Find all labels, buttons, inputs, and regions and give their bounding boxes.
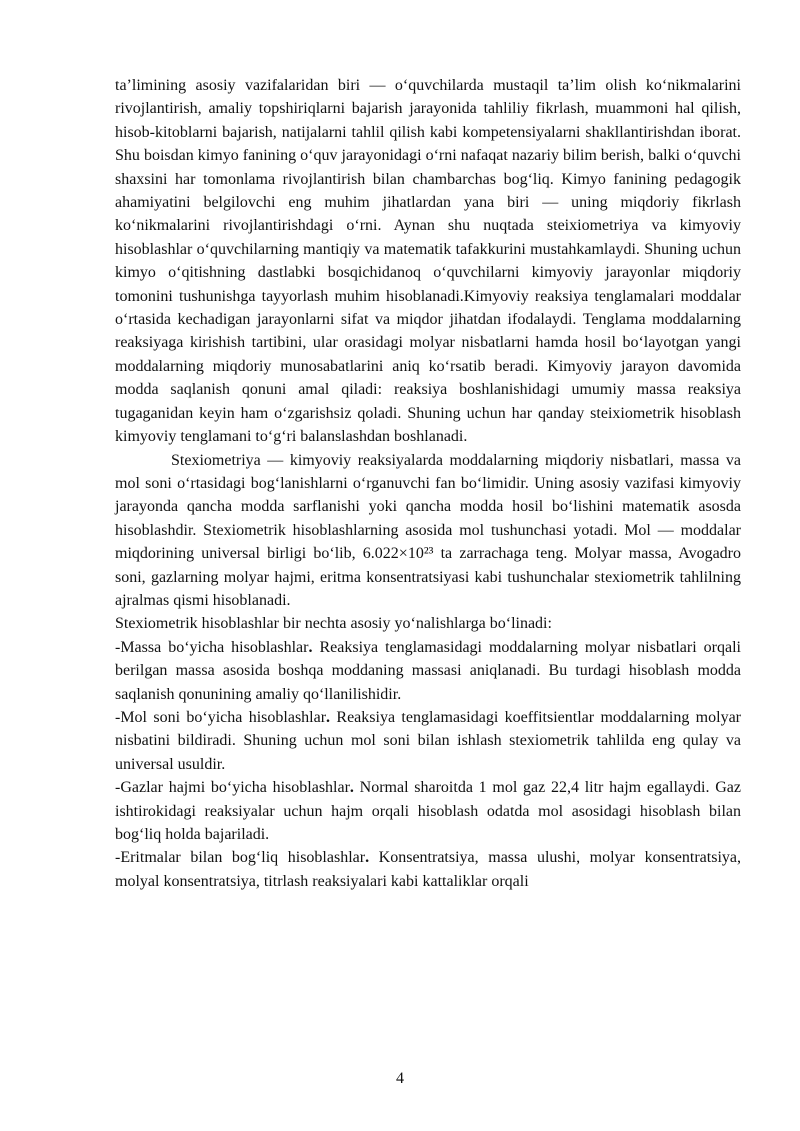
- list-item-heading-dot: .: [326, 708, 331, 726]
- list-item-heading: -Massa bo‘yicha hisoblashlar: [115, 638, 309, 656]
- list-item-body: Konsentratsiya, massa ulushi, molyar konsentratsiya, molyal konsentratsiya, titrlash reaksiyalari kabi kattaliklar orqali: [115, 849, 742, 890]
- list-item-body: Reaksiya tenglamasidagi koeffitsientlar moddalarning molyar nisbatini bildiradi. Shuning uchun mol soni bilan ishlash stexiometrik tahlilda eng qulay va universal usuldir.: [115, 708, 741, 773]
- list-item-body: Normal sharoitda 1 mol gaz 22,4 litr hajm egallaydi. Gaz ishtirokidagi reaksiyalar uchun hajm orqali hisoblash odatda mol asosidagi hisoblash bilan bog‘liq holda bajariladi.: [115, 779, 741, 843]
- document-page: [115, 74, 741, 893]
- list-item-mole: [115, 706, 741, 776]
- paragraph-intro: ta’limining asosiy vazifalaridan biri — o‘quvchilarda mustaqil ta’lim olish ko‘nikmalarini rivojlantirish, amaliy topshiriqlarni bajarish jarayonida tahliliy fikrlash, muammoni hal qilish, hisob-kitoblarni bajarish, natijalarni tahlil qilish kabi kompetensiyalarni shakllantirishdan iborat. Shu boisdan kimyo fanining o‘quv jarayonidagi o‘rni nafaqat nazariy bilim berish, balki o‘quvchi shaxsini har tomonlama rivojlantirish bilan chambarchas bog‘liq. Kimyo fanining pedagogik ahamiyatini belgilovchi eng muhim jihatlardan yana biri — uning miqdoriy fikrlash ko‘nikmalarini rivojlantirishdagi o‘rni. Aynan shu nuqtada steixiometriya va kimyoviy hisoblashlar o‘quvchilarning mantiqiy va matematik tafakkurini mustahkamlaydi. Shuning uchun kimyo o‘qitishning dastlabki bosqichidanoq o‘quvchilarni kimyoviy jarayonlar miqdoriy tomonini tushunishga tayyorlash muhim hisoblanadi.Kimyoviy reaksiya tenglamalari moddalar o‘rtasida kechadigan jarayonlarni sifat va miqdor jihatdan ifodalaydi. Tenglama moddalarning reaksiyaga kirishish tartibini, ular orasidagi molyar nisbatlarni hamda hosil bo‘layotgan yangi moddalarning miqdoriy munosabatlarini aniq ko‘rsatib beradi. Kimyoviy jarayon davomida modda saqlanish qonuni amal qiladi: reaksiya boshlanishidagi umumiy massa reaksiya tugaganidan keyin ham o‘zgarishsiz qoladi. Shuning uchun har qanday steixiometrik hisoblash kimyoviy tenglamani to‘g‘ri balanslashdan boshlanadi.: [115, 77, 741, 446]
- list-item-heading: -Gazlar hajmi bo‘yicha hisoblashlar: [115, 779, 350, 797]
- list-item-heading-dot: .: [308, 638, 313, 656]
- paragraph-list-intro: Stexiometrik hisoblashlar bir nechta asosiy yo‘nalishlarga bo‘linadi:: [115, 615, 552, 633]
- list-item-heading: -Mol soni bo‘yicha hisoblashlar: [115, 708, 327, 726]
- list-item-body: Reaksiya tenglamasidagi moddalarning molyar nisbatlari orqali berilgan massa asosida boshqa moddaning massasi aniqlanadi. Bu turdagi hisoblash modda saqlanish qonunining amaliy qo‘llanilishidir.: [115, 638, 741, 703]
- list-item-heading: -Eritmalar bilan bog‘liq hisoblashlar: [115, 849, 366, 867]
- page-number: 4: [396, 1070, 404, 1087]
- list-item-heading-dot: .: [365, 849, 370, 867]
- list-item-heading-dot: .: [349, 779, 354, 797]
- paragraph-stoichiometry-definition: Stexiometriya — kimyoviy reaksiyalarda moddalarning miqdoriy nisbatlari, massa va mol soni o‘rtasidagi bog‘lanishlarni o‘rganuvchi fan bo‘limidir. Uning asosiy vazifasi kimyoviy jarayonda qancha modda sarflanishi yoki qancha modda hosil bo‘lishini matematik asosda hisoblashdir. Stexiometrik hisoblashlarning asosida mol tushunchasi yotadi. Mol — moddalar miqdorining universal birligi bo‘lib, 6.022×10²³ ta zarrachaga teng. Molyar massa, Avogadro soni, gazlarning molyar hajmi, eritma konsentratsiyasi kabi tushunchalar stexiometrik tahlilning ajralmas qismi hisoblanadi.: [115, 451, 741, 609]
- list-item-gas-volume: [115, 776, 741, 846]
- list-item-mass: [115, 636, 741, 706]
- list-item-solutions: [115, 846, 741, 893]
